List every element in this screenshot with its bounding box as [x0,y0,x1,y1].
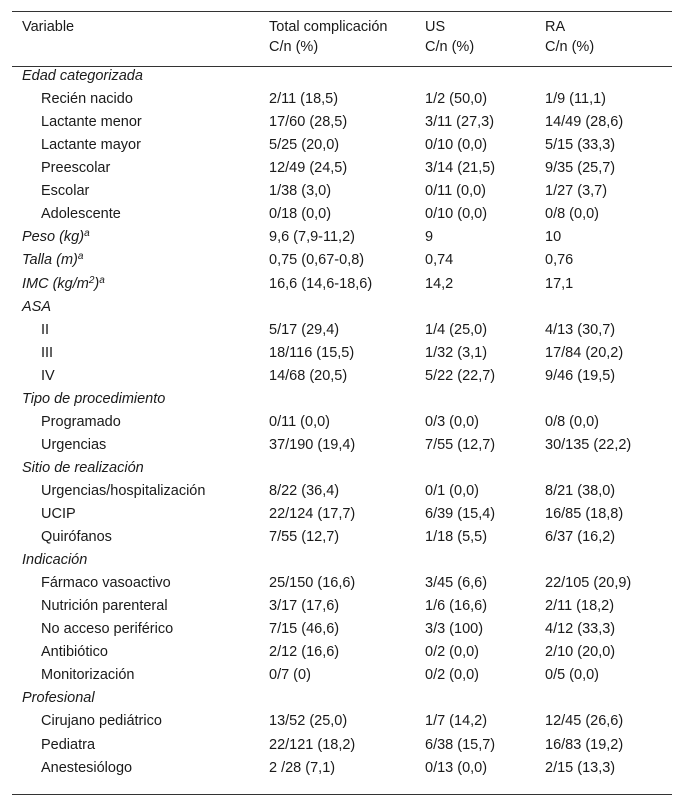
cell-total: 0,75 (0,67-0,8) [269,252,365,269]
cell-total: 22/121 (18,2) [269,736,356,753]
table-row [0,480,684,503]
section-row [0,65,684,88]
cell-us: 1/2 (50,0) [425,91,488,107]
footnote-marker: a [99,274,105,286]
row-label: Programado [41,413,121,430]
cell-us: 0/1 (0,0) [425,482,479,499]
cell-total: 2/12 (16,6) [269,644,340,661]
section-label: Edad categorizada [22,68,143,84]
cell-total: 1/38 (3,0) [269,183,332,200]
section-label: Indicación [22,552,88,568]
cell-us: 3/14 (21,5) [425,160,496,177]
cell-total: 14/68 (20,5) [269,367,348,384]
cell-total: 17/60 (28,5) [269,114,348,131]
footnote-marker: a [77,251,84,263]
table-bottom-rule [12,794,672,795]
cell-us: 0/10 (0,0) [425,137,488,154]
cell-us: 0/3 (0,0) [425,413,479,430]
cell-ra: 4/12 (33,3) [545,621,616,638]
table-row [0,526,684,549]
cell-total: 18/116 (15,5) [269,344,355,361]
cell-us: 5/22 (22,7) [425,367,496,384]
cell-ra: 0/8 (0,0) [545,206,599,223]
cell-ra: 2/11 (18,2) [545,598,615,615]
table-top-rule [12,11,672,12]
cell-ra: 0,76 [545,252,574,269]
cell-total: 12/49 (24,5) [269,160,348,177]
cell-ra: 5/15 (33,3) [545,137,616,154]
cell-total: 7/15 (46,6) [269,621,340,638]
row-label: Adolescente [41,206,121,223]
table-row [0,503,684,526]
cell-ra: 16/83 (19,2) [545,736,624,753]
cell-us: 3/45 (6,6) [425,575,488,592]
cell-us: 0,74 [425,252,454,269]
row-label: Nutrición parenteral [41,598,168,615]
cell-ra: 0/8 (0,0) [545,413,599,430]
cell-total: 9,6 (7,9-11,2) [269,229,355,246]
cell-us: 0/13 (0,0) [425,759,488,776]
cell-us: 6/39 (15,4) [425,505,496,522]
section-label: Sitio de realización [22,459,144,476]
table-row [0,249,684,272]
section-row [0,549,684,572]
header-ra: RA C/n (%) [545,19,595,55]
cell-ra: 10 [545,229,562,246]
table-row [0,88,684,111]
cell-ra: 16/85 (18,8) [545,505,624,522]
section-label: Profesional [22,690,95,707]
table-row [0,134,684,157]
cell-us: 1/18 (5,5) [425,529,488,545]
row-label: Anestesiólogo [41,759,133,776]
table-row [0,757,684,780]
cell-total: 0/18 (0,0) [269,206,332,223]
table-row [0,664,684,687]
cell-us: 7/55 (12,7) [425,436,496,453]
cell-us: 1/4 (25,0) [425,321,488,338]
cell-us: 0/11 (0,0) [425,183,486,200]
row-label: III [41,344,54,361]
table-row [0,319,684,342]
row-label: Preescolar [41,160,111,177]
cell-ra: 17,1 [545,275,574,292]
cell-total: 8/22 (36,4) [269,482,340,499]
cell-ra: 6/37 (16,2) [545,529,616,545]
row-label [22,273,105,296]
cell-ra: 1/27 (3,7) [545,183,608,200]
row-label: Monitorización [41,667,135,684]
cell-us: 14,2 [425,275,454,292]
cell-ra: 9/35 (25,7) [545,160,616,177]
cell-ra: 14/49 (28,6) [545,114,624,131]
row-label: Fármaco vasoactivo [41,575,171,592]
row-label: UCIP [41,505,76,522]
cell-ra: 12/45 (26,6) [545,713,624,730]
table-row [0,226,684,249]
cell-us: 0/2 (0,0) [425,644,479,661]
cell-ra: 1/9 (11,1) [545,91,606,107]
cell-total: 2 /28 (7,1) [269,759,336,776]
section-label: Tipo de procedimiento [22,390,166,407]
row-label-text: Peso (kg) [22,229,85,246]
cell-total: 5/17 (29,4) [269,321,340,338]
cell-us: 1/6 (16,6) [425,598,488,615]
section-row [0,687,684,710]
row-label-text: Talla (m) [22,252,78,269]
row-label: Urgencias/hospitalización [41,482,206,499]
cell-us: 1/32 (3,1) [425,344,488,361]
header-variable: Variable [22,19,75,35]
row-label: No acceso periférico [41,621,174,638]
row-label: Quirófanos [41,529,112,545]
row-label: II [41,321,50,338]
table-row [0,273,684,296]
header-total: Total complicación C/n (%) [269,19,388,55]
row-label: Pediatra [41,736,96,753]
table-row [0,618,684,641]
row-label-text: IMC (kg/m [22,275,89,292]
row-label: Lactante mayor [41,137,141,154]
cell-total: 16,6 (14,6-18,6) [269,275,373,292]
table-row [0,342,684,365]
cell-ra: 30/135 (22,2) [545,436,632,453]
header-us: US C/n (%) [425,19,475,55]
cell-ra: 8/21 (38,0) [545,482,616,499]
section-row [0,457,684,480]
cell-us: 3/3 (100) [425,621,484,638]
table-row [0,411,684,434]
row-label: Escolar [41,183,90,200]
table-row [0,734,684,757]
section-row [0,388,684,411]
row-label: Cirujano pediátrico [41,713,162,730]
row-label: Recién nacido [41,91,133,107]
cell-total: 22/124 (17,7) [269,505,356,522]
row-label [22,249,83,272]
cell-total: 13/52 (25,0) [269,713,348,730]
cell-us: 6/38 (15,7) [425,736,496,753]
table-row [0,572,684,595]
cell-us: 0/10 (0,0) [425,206,488,223]
footnote-marker: a [84,228,90,240]
cell-total: 2/11 (18,5) [269,91,339,107]
cell-us: 1/7 (14,2) [425,713,488,730]
table-row [0,180,684,203]
row-label: Lactante menor [41,114,142,131]
row-label: Urgencias [41,436,107,453]
cell-total: 5/25 (20,0) [269,137,340,154]
cell-total: 3/17 (17,6) [269,598,340,615]
cell-total: 25/150 (16,6) [269,575,356,592]
section-label: ASA [22,298,52,315]
cell-ra: 2/10 (20,0) [545,644,616,661]
row-label-closing: ) [94,275,100,292]
row-label: Antibiótico [41,644,108,661]
section-row [0,296,684,319]
cell-total: 0/7 (0) [269,667,311,684]
cell-us: 9 [425,229,434,246]
cell-ra: 22/105 (20,9) [545,575,632,592]
cell-ra: 4/13 (30,7) [545,321,616,338]
table-row [0,595,684,618]
cell-ra: 17/84 (20,2) [545,344,624,361]
row-label [22,226,90,249]
cell-ra: 9/46 (19,5) [545,367,616,384]
table-row [0,365,684,388]
cell-total: 7/55 (12,7) [269,529,340,545]
table-row [0,710,684,733]
table-row [0,641,684,664]
cell-total: 37/190 (19,4) [269,436,356,453]
row-label: IV [41,367,55,384]
table-row [0,111,684,134]
table-row [0,203,684,226]
row-label-superscript: 2 [88,274,95,286]
table-row [0,157,684,180]
cell-us: 0/2 (0,0) [425,667,479,684]
cell-total: 0/11 (0,0) [269,413,330,430]
cell-ra: 0/5 (0,0) [545,667,599,684]
cell-ra: 2/15 (13,3) [545,759,616,776]
table-row [0,434,684,457]
cell-us: 3/11 (27,3) [425,114,495,131]
